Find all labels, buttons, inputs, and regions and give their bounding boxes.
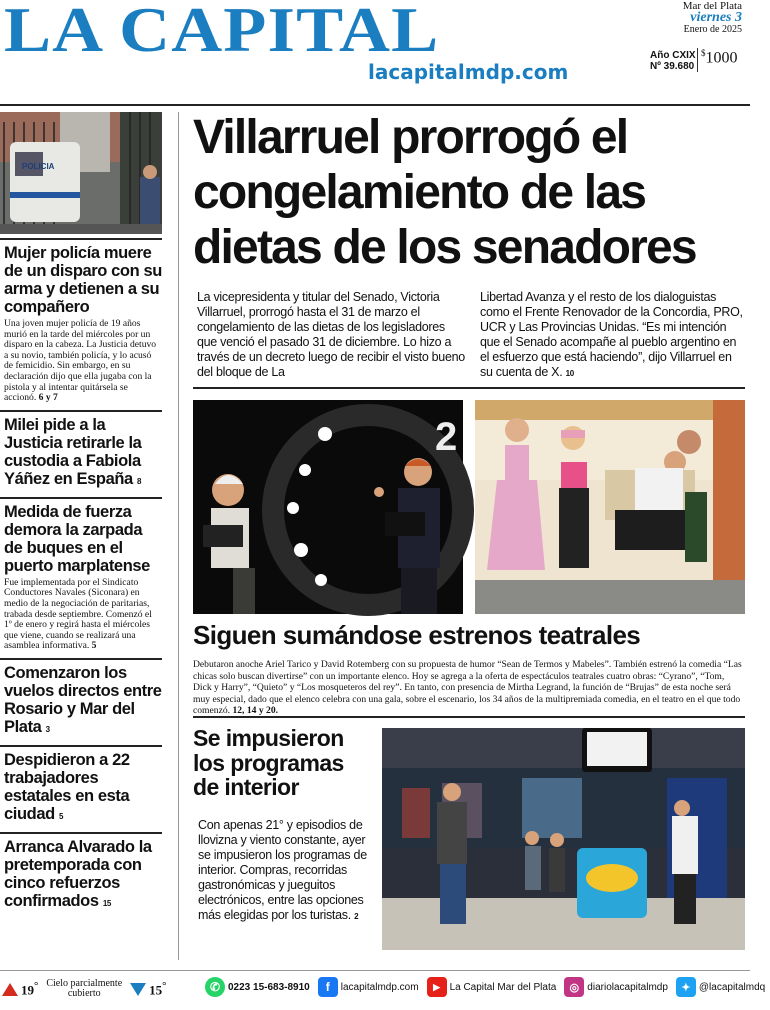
price xyxy=(697,48,738,72)
side-story-title-text: Arranca Alvarado la pretemporada con cinco refuerzos confirmados xyxy=(4,837,152,910)
youtube-link[interactable] xyxy=(427,977,557,997)
side-story-4[interactable] xyxy=(0,660,162,747)
interior-headline[interactable] xyxy=(193,726,344,800)
side-story-2[interactable] xyxy=(0,412,162,499)
twitter-icon: ✦ xyxy=(676,977,696,997)
police-van-illustration xyxy=(0,112,162,234)
youtube-handle: La Capital Mar del Plata xyxy=(449,981,557,993)
whatsapp-link[interactable] xyxy=(205,977,310,997)
weather-condition-line: Cielo parcialmente xyxy=(46,978,123,989)
lead-text-left: La vicepresidenta y titular del Senado, Victoria Villarruel, prorrogó hasta el 31 de marzo el congelamiento de las dietas de los legisladores que venció el pasado 31 de diciembre. Lo hizo a través de un decreto luego de recibir el visto bueno del bloque de La xyxy=(197,290,465,379)
side-story-title: Medida de fuerza demora la zarpada de buques en el puerto marplatense xyxy=(4,502,150,575)
rule xyxy=(193,716,745,718)
newspaper-logo[interactable]: LA CAPITAL xyxy=(4,0,440,65)
page-ref: 5 xyxy=(58,811,64,821)
main-headline[interactable]: Villarruel prorrogó el congelamiento de las dietas de los senadores xyxy=(193,111,696,274)
instagram-link[interactable] xyxy=(564,977,668,997)
temp-max xyxy=(21,980,38,998)
page-ref: 12, 14 y 20. xyxy=(232,705,279,717)
svg-text:2: 2 xyxy=(435,415,458,459)
side-story-text: Fue implementada por el Sindicato Conductores Navales (Siconara) en medio de la negociación de paritarias, trabada desde septiembre. Comenzó el 1º de enero y regirá hasta el miércoles que viene, cuando se realizará una asamblea informativa. xyxy=(4,576,152,652)
interior-headline-line: los programas xyxy=(193,749,344,776)
temp-min xyxy=(149,980,166,998)
page-ref: 2 xyxy=(354,912,359,921)
whatsapp-number: 0223 15-683-8910 xyxy=(228,981,310,993)
column-divider xyxy=(178,112,179,960)
theatre-photo-2[interactable] xyxy=(475,400,745,614)
interior-headline-line: de interior xyxy=(193,774,299,800)
lead-text-right-body: Libertad Avanza y el resto de los dialoguistas como el Frente Renovador de la Concordia, PRO, UCR y Las Provincias Unidas. “Es mi intención que el Senado acompañe al pueblo argentino en el esfuerzo que está haciendo”, dijo Villarruel en su cuenta de X. xyxy=(480,290,743,379)
side-story-title: Mujer policía muere de un disparo con su arma y detienen a su compañero xyxy=(4,244,162,316)
page-ref: 15 xyxy=(102,898,111,908)
side-story-title xyxy=(4,664,162,739)
side-story-title xyxy=(4,416,162,491)
rule xyxy=(193,387,745,389)
theatre-text xyxy=(193,659,745,717)
interior-text xyxy=(198,818,373,924)
social-links xyxy=(205,977,770,997)
masthead xyxy=(0,0,750,100)
website-url[interactable]: lacapitalmdp.com xyxy=(368,60,569,84)
side-story-title-text: Despidieron a 22 trabajadores estatales en esta ciudad xyxy=(4,750,130,823)
issue-year: Año CXIX xyxy=(650,50,696,61)
side-story-title-text: Comenzaron los vuelos directos entre Rosario y Mar del Plata xyxy=(4,663,162,736)
theatre-photo-1[interactable] xyxy=(193,400,463,614)
comedy-stage-illustration xyxy=(475,400,745,614)
instagram-handle: diariolacapitalmdp xyxy=(587,981,668,993)
temp-min-value: 15 xyxy=(149,982,163,998)
masthead-rule xyxy=(0,104,750,106)
theatre-stage-illustration xyxy=(193,400,463,614)
price-currency: $ xyxy=(701,48,706,58)
side-story-body xyxy=(4,319,162,404)
twitter-link[interactable] xyxy=(676,977,765,997)
side-story-text: Una joven mujer policía de 19 años murió en la tarde del miércoles por un disparo en la cabeza. La Justicia detuvo a su novio, también policía, y lo acusó de femicidio. Sin embargo, en su declaración dijo que ella jugaba con la pistola y al intentar quitársela se accionó. xyxy=(4,318,157,404)
instagram-icon: ◎ xyxy=(564,977,584,997)
page-ref: 8 xyxy=(137,476,142,486)
van-sign: POLICIA xyxy=(22,162,55,171)
facebook-icon: f xyxy=(318,977,338,997)
temp-max-value: 19 xyxy=(21,982,34,998)
page-ref: 10 xyxy=(565,369,574,378)
facebook-link[interactable] xyxy=(318,977,419,997)
footer xyxy=(0,970,766,1008)
arcade-photo[interactable] xyxy=(382,728,745,950)
page-ref: 3 xyxy=(45,724,50,734)
youtube-icon: ▶ xyxy=(427,977,447,997)
side-story-1[interactable] xyxy=(0,240,162,412)
dateline xyxy=(683,0,742,36)
left-column xyxy=(0,112,162,919)
side-story-title xyxy=(4,838,162,913)
lead-text-right xyxy=(480,290,745,381)
issue-info xyxy=(650,50,696,72)
issue-number: Nº 39.680 xyxy=(650,61,695,72)
side-story-title xyxy=(4,751,162,826)
whatsapp-icon: ✆ xyxy=(205,977,225,997)
page-ref: 5 xyxy=(91,640,97,652)
interior-headline-line: Se impusieron xyxy=(193,725,344,751)
weather-condition xyxy=(46,979,122,999)
side-story-body xyxy=(4,578,162,652)
twitter-handle: @lacapitalmdq xyxy=(698,981,766,993)
theatre-headline[interactable]: Siguen sumándose estrenos teatrales xyxy=(193,620,641,650)
police-van-photo[interactable] xyxy=(0,112,162,234)
side-story-6[interactable] xyxy=(0,834,162,919)
interior-body: Con apenas 21° y episodios de llovizna y viento constante, ayer se impusieron los programas de interior. Compras, recorridas gastronómicas y jueguitos electrónicos, entre las opciones más elegidas por los turistas. xyxy=(198,818,367,922)
weather-condition-line: cubierto xyxy=(67,988,101,999)
theatre-body: Debutaron anoche Ariel Tarico y David Rotemberg con su propuesta de humor “Sean de Termos y Mabeles”. También estrenó la comedia “Las chicas solo buscan divertirse” con un importante elenco. Hoy se agrega a la oferta de espectáculos teatrales cuatro obras: “Cyrano”, “Tom, Dick y Harry”, “Quieto” y “Los mosqueteros del rey”. En tanto, con presencia de Mirtha Legrand, la función de “Brujas” de esta noche será muy especial, dado que el elenco celebra con una gala, sobre el escenario, los 34 años de la multipremiada comedia, en el teatro en el que todo comenzó. xyxy=(193,659,742,717)
degree-sign: ° xyxy=(34,979,39,992)
temp-min-icon xyxy=(130,983,146,996)
side-story-title-text: Milei pide a la Justicia retirarle la custodia a Fabiola Yáñez en España xyxy=(4,415,142,488)
page-ref: 6 y 7 xyxy=(38,392,58,404)
price-value: 1000 xyxy=(705,49,738,67)
facebook-handle: lacapitalmdp.com xyxy=(340,981,419,993)
side-story-5[interactable] xyxy=(0,747,162,834)
date: Enero de 2025 xyxy=(683,24,742,35)
weekday: viernes 3 xyxy=(690,10,742,25)
temp-max-icon xyxy=(2,983,18,996)
weather xyxy=(2,979,167,999)
degree-sign: ° xyxy=(162,979,167,992)
side-story-3[interactable] xyxy=(0,499,162,660)
city: Mar del Plata xyxy=(682,0,742,12)
arcade-illustration xyxy=(382,728,745,950)
